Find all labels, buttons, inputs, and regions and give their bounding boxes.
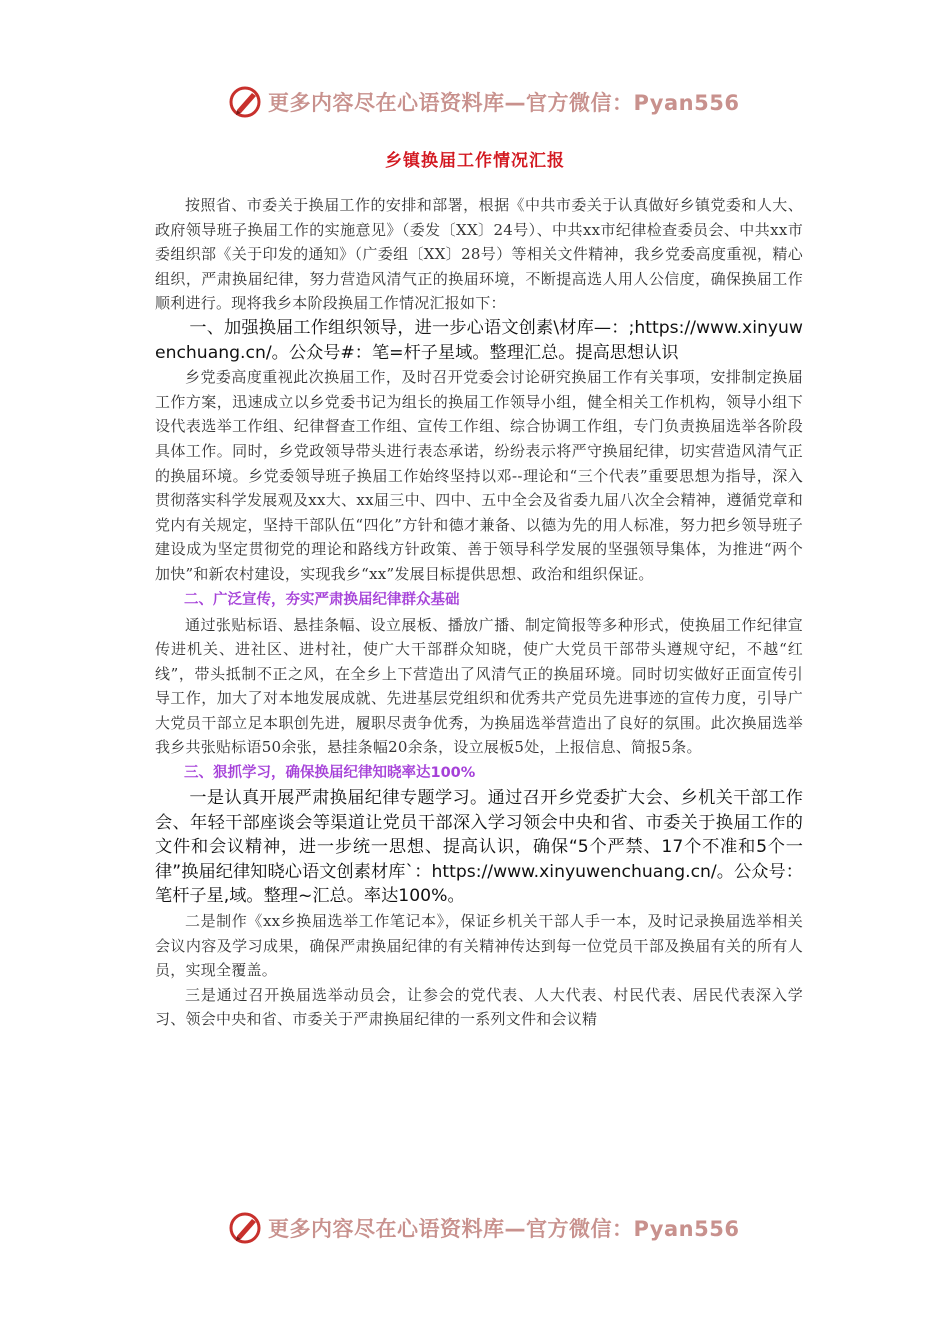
section1-body: 乡党委高度重视此次换届工作，及时召开党委会讨论研究换届工作有关事项，安排制定换届工作方案，迅速成立以乡党委书记为组长的换届工作领导小组，健全相关工作机构，领导小组下设代表选举工作组、纪律督查工作组、宣传工作组、综合协调工作组，专门负责换届选举各阶段具体工作。同时，乡党政领导带头进行表态承诺，纷纷表示将严守换届纪律，切实营造风清气正的换届环境。乡党委领导班子换届工作始终坚持以邓--理论和“三个代表”重要思想为指导，深入贯彻落实科学发展观及xx大、xx届三中、四中、五中全会及省委九届八次全会精神，遵循党章和党内有关规定，坚持干部队伍“四化”方针和德才兼备、以德为先的用人标准，努力把乡领导班子建设成为坚定贯彻党的理论和路线方针政策、善于领导科学发展的坚强领导集体，为推进“两个加快”和新农村建设，实现我乡“xx”发展目标提供思想、政治和组织保证。 bbox=[155, 368, 803, 583]
banner-text: 更多内容尽在心语资料库—官方微信：Pyan556 bbox=[268, 1217, 740, 1241]
section3-heading: 三、狠抓学习，确保换届纪律知晓率达100% bbox=[184, 765, 476, 782]
header-banner bbox=[228, 82, 739, 122]
document-title: 乡镇换届工作情况汇报 bbox=[385, 151, 565, 171]
pen-logo-icon bbox=[228, 1210, 264, 1246]
section2-body: 通过张贴标语、悬挂条幅、设立展板、播放广播、制定简报等多种形式，使换届工作纪律宣传进机关、进社区、进村社，使广大干部群众知晓，使广大党员干部带头遵规守纪，不越“红线”，带头抵制不正之风，在全乡上下营造出了风清气正的换届环境。同时切实做好正面宣传引导工作，加大了对本地发展成就、先进基层党组织和优秀共产党员先进事迹的宣传力度，引导广大党员干部立足本职创先进，履职尽责争优秀，为换届选举营造出了良好的氛围。此次换届选举我乡共张贴标语50余张，悬挂条幅20余条，设立展板5处，上报信息、简报5条。 bbox=[155, 615, 803, 757]
pen-logo-icon bbox=[228, 84, 264, 120]
footer-banner bbox=[228, 1208, 739, 1248]
section3-paragraph-3: 三是通过召开换届选举动员会，让参会的党代表、人大代表、村民代表、居民代表深入学习、领会中央和省、市委关于严肃换届纪律的一系列文件和会议精 bbox=[155, 985, 803, 1029]
banner-text: 更多内容尽在心语资料库—官方微信：Pyan556 bbox=[268, 91, 740, 115]
document-body bbox=[155, 193, 803, 1032]
section2-heading: 二、广泛宣传，夯实严肃换届纪律群众基础 bbox=[184, 591, 460, 608]
section3-paragraph-1: 一是认真开展严肃换届纪律专题学习。通过召开乡党委扩大会、乡机关干部工作会、年轻干部座谈会等渠道让党员干部深入学习领会中央和省、市委关于换届工作的文件和会议精神，进一步统一思想、提高认识，确保“5个严禁、17个不准和5个一律”换届纪律知晓心语文创素材库`：https://www.xinyuwenchuang.cn/。公众号：笔杆子星,域。整理~汇总。率达100%。 bbox=[155, 788, 803, 907]
section1-heading: 一、加强换届工作组织领导，进一步心语文创素\材库—：;https://www.xinyuwenchuang.cn/。公众号#：笔=杆子星域。整理汇总。提高思想认识 bbox=[155, 317, 803, 363]
section3-paragraph-2: 二是制作《xx乡换届选举工作笔记本》，保证乡机关干部人手一本，及时记录换届选举相关会议内容及学习成果，确保严肃换届纪律的有关精神传达到每一位党员干部及换届有关的所有人员，实现全覆盖。 bbox=[155, 912, 803, 980]
intro-paragraph: 按照省、市委关于换届工作的安排和部署，根据《中共市委关于认真做好乡镇党委和人大、政府领导班子换届工作的实施意见》（委发〔XX〕24号）、中共xx市纪律检查委员会、中共xx市委组织部《关于印发的通知》（广委组〔XX〕28号）等相关文件精神，我乡党委高度重视，精心组织，严肃换届纪律，努力营造风清气正的换届环境，不断提高选人用人公信度，确保换届工作顺利进行。现将我乡本阶段换届工作情况汇报如下： bbox=[155, 196, 803, 313]
